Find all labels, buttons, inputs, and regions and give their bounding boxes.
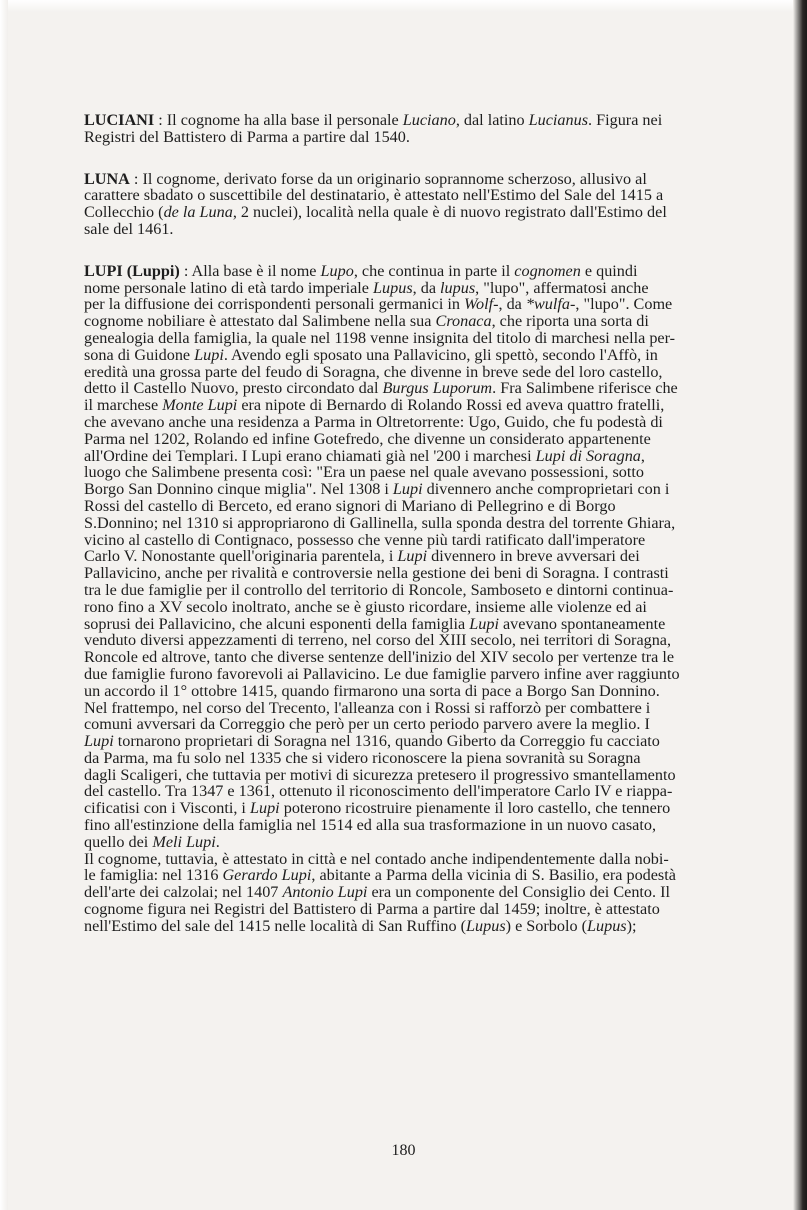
text-segment: il marchese — [84, 396, 163, 415]
text-segment: Meli Lupi — [152, 832, 216, 851]
text-segment: divennero anche comproprietari con i — [422, 480, 670, 499]
text-segment: Il cognome, tuttavia, è attestato in città e nel contado anche indipendentemente dalla nobi- — [84, 849, 669, 868]
entry-paragraph — [84, 851, 778, 935]
text-segment: , da — [498, 295, 526, 314]
text-segment: carattere sbadato o suscettibile del destinatario, è attestato nell'Estimo del Sale del 1415 a — [84, 186, 664, 205]
page-number: 180 — [391, 1142, 416, 1159]
text-segment: , "lupo". Come — [575, 295, 673, 314]
text-segment: venduto diversi appezzamenti di terreno, nel corso del XIII secolo, nei territori di Soragna, — [84, 631, 672, 650]
text-segment: Carlo V. Nonostante quell'originaria parentela, i — [84, 547, 398, 566]
text-segment: Lupi — [84, 732, 114, 751]
text-segment: eredità una grossa parte del feudo di Soragna, che divenne in breve sede del loro castello, — [84, 362, 663, 381]
text-segment: e quindi — [580, 261, 638, 280]
text-segment: tra le due famiglie per il controllo del territorio di Roncole, Samboseto e dintorni continua- — [84, 580, 674, 599]
text-segment: . Figura nei — [588, 111, 663, 129]
page-text-block — [84, 112, 778, 935]
text-segment: due famiglie furono favorevoli ai Pallavicino. Le due famiglie parvero infine aver raggiunto — [84, 664, 680, 683]
text-segment: divennero in breve avversari dei — [427, 547, 640, 566]
text-segment: Nel frattempo, nel corso del Trecento, l'alleanza con i Rossi si rafforzò per combattere i — [84, 698, 651, 717]
text-segment: , dal latino — [455, 111, 529, 129]
text-segment: vicino al castello di Contignaco, possesso che venne più tardi ratificato dall'imperatore — [84, 530, 646, 549]
text-segment: . Avendo egli sposato una Pallavicino, gli spettò, secondo l'Affò, in — [223, 345, 658, 364]
text-segment: Antonio Lupi — [282, 883, 368, 902]
text-segment: Burgus Luporum — [382, 379, 493, 398]
text-segment: Wolf- — [464, 295, 499, 314]
surname-entry — [84, 263, 778, 851]
text-segment: del castello. Tra 1347 e 1361, ottenuto il riconoscimento dell'imperatore Carlo IV e riappa- — [84, 782, 673, 801]
text-segment: , "lupo", affermatosi anche — [475, 278, 649, 297]
text-segment: le famiglia: nel 1316 — [84, 866, 223, 885]
text-segment: Lupi — [194, 345, 224, 364]
text-segment: Lupi — [392, 480, 423, 499]
text-segment: cognome figura nei Registri del Battistero di Parma a partire dal 1459; inoltre, è attestato — [84, 900, 660, 919]
text-segment: cognome nobiliare è attestato dal Salimbene nella sua — [84, 312, 436, 331]
text-segment: sale del 1461. — [84, 219, 174, 238]
text-segment: detto il Castello Nuovo, presto circondato dal — [84, 379, 383, 398]
page-left-edge — [0, 0, 8, 1210]
text-segment: era nipote di Bernardo di Rolando Rossi ed aveva quattro fratelli, — [237, 396, 665, 415]
text-segment: nome personale latino di età tardo imperiale — [84, 278, 374, 297]
text-segment: luogo che Salimbene presenta così: "Era un paese nel quale avevano possessioni, sotto — [84, 463, 644, 482]
text-segment: Lupus — [373, 278, 413, 297]
surname-entry — [84, 112, 778, 146]
text-segment: : Il cognome, derivato forse da un originario soprannome scherzoso, allusivo al — [129, 169, 647, 188]
text-segment: Lupi — [397, 547, 428, 566]
text-segment: Lupi di Soragna — [535, 446, 641, 465]
text-segment: de la Luna — [163, 203, 233, 222]
page-top-edge — [0, 0, 807, 12]
page-binding-shadow — [793, 0, 807, 1210]
text-segment: Cronaca — [435, 312, 492, 331]
text-segment: Pallavicino, anche per rivalità e controversie nella gestione dei beni di Soragna. I contrasti — [84, 564, 669, 583]
text-segment: per la diffusione dei corrispondenti personali germanici in — [84, 295, 464, 314]
text-segment: , 2 nuclei), località nella quale è di nuovo registrato dall'Estimo del — [232, 203, 667, 222]
text-segment: , che continua in parte il — [353, 261, 515, 280]
text-segment: , da — [412, 278, 441, 297]
text-segment: fino all'estinzione della famiglia nel 1514 ed alla sua trasformazione in un nuovo casato, — [84, 816, 656, 835]
text-segment: tornarono proprietari di Soragna nel 1316, quando Giberto da Correggio fu cacciato — [113, 732, 660, 751]
text-segment: Collecchio ( — [84, 203, 164, 222]
text-segment: Lupus — [587, 916, 627, 935]
text-segment: . Fra Salimbene riferisce che — [492, 379, 678, 398]
text-segment: Lupo — [320, 261, 354, 280]
text-segment: un accordo il 1° ottobre 1415, quando firmarono una sorta di pace a Borgo San Donnino. — [84, 681, 660, 700]
text-segment: ); — [626, 916, 637, 935]
text-segment: nell'Estimo del sale del 1415 nelle località di San Ruffino ( — [84, 916, 467, 935]
text-segment: Lupi — [469, 614, 499, 633]
surname-entry — [84, 171, 778, 238]
text-segment: da Parma, ma fu solo nel 1335 che si videro riconoscere la piena sovranità su Soragna — [84, 748, 641, 767]
entry-surname: LUCIANI — [84, 111, 155, 129]
text-segment: sona di Guidone — [84, 345, 195, 364]
text-segment: , abitante a Parma della vicinia di S. Basilio, era podestà — [311, 866, 676, 885]
text-segment: *wulfa- — [525, 295, 576, 314]
entry-surname: LUPI (Luppi) — [84, 261, 180, 280]
text-segment: dagli Scaligeri, che tuttavia per motivi di sicurezza pretesero il progressivo smantellamento — [84, 765, 676, 784]
text-segment: : Il cognome ha alla base il personale — [154, 111, 403, 129]
text-segment: : Alla base è il nome — [179, 261, 321, 280]
text-segment: all'Ordine dei Templari. I Lupi erano chiamati già nel '200 i marchesi — [84, 446, 536, 465]
text-segment: che avevano anche una residenza a Parma in Oltretorrente: Ugo, Guido, che fu podestà di — [84, 412, 663, 431]
text-segment: Parma nel 1202, Rolando ed infine Gotefredo, che divenne un considerato appartenente — [84, 429, 651, 448]
text-segment: cificatisi con i Visconti, i — [84, 799, 250, 818]
text-segment: quello dei — [84, 832, 153, 851]
text-segment: genealogia della famiglia, la quale nel 1198 venne insignita del titolo di marchesi nella per- — [84, 328, 676, 347]
text-segment: rono fino a XV secolo inoltrato, anche se è giusto ricordare, insieme alle violenze ed ai — [84, 597, 647, 616]
text-segment: S.Donnino; nel 1310 si appropriarono di Gallinella, sulla sponda destra del torrente Ghiara, — [84, 513, 676, 532]
text-segment: Borgo San Donnino cinque miglia". Nel 1308 i — [84, 480, 393, 499]
text-segment: lupus — [440, 278, 476, 297]
text-segment: . — [215, 832, 220, 851]
text-segment: Roncole ed altrove, tanto che diverse sentenze dell'inizio del XIV secolo per vertenze tra le — [84, 648, 675, 667]
text-segment: , — [640, 446, 645, 465]
text-segment: avevano spontaneamente — [498, 614, 666, 633]
text-segment: ) e Sorbolo ( — [505, 916, 588, 935]
entry-surname: LUNA — [84, 169, 130, 188]
text-segment: Rossi del castello di Berceto, ed erano signori di Mariano di Pellegrino e di Borgo — [84, 496, 616, 515]
text-segment: comuni avversari da Correggio che però per un certo periodo parvero avere la meglio. I — [84, 715, 650, 734]
text-segment: Lupus — [466, 916, 506, 935]
text-segment: era un componente del Consiglio dei Cento. Il — [367, 883, 670, 902]
text-segment: Luciano — [402, 111, 456, 129]
text-segment: Gerardo Lupi — [222, 866, 312, 885]
text-segment: cognomen — [514, 261, 581, 280]
text-segment: Registri del Battistero di Parma a partire dal 1540. — [84, 127, 410, 146]
text-segment: Lupi — [249, 799, 280, 818]
text-segment: dell'arte dei calzolai; nel 1407 — [84, 883, 283, 902]
text-segment: poterono ricostruire pienamente il loro castello, che tennero — [279, 799, 671, 818]
text-segment: Lucianus — [528, 111, 589, 129]
text-segment: Monte Lupi — [162, 396, 238, 415]
text-segment: , che riporta una sorta di — [491, 312, 649, 331]
text-segment: soprusi dei Pallavicino, che alcuni esponenti della famiglia — [84, 614, 470, 633]
